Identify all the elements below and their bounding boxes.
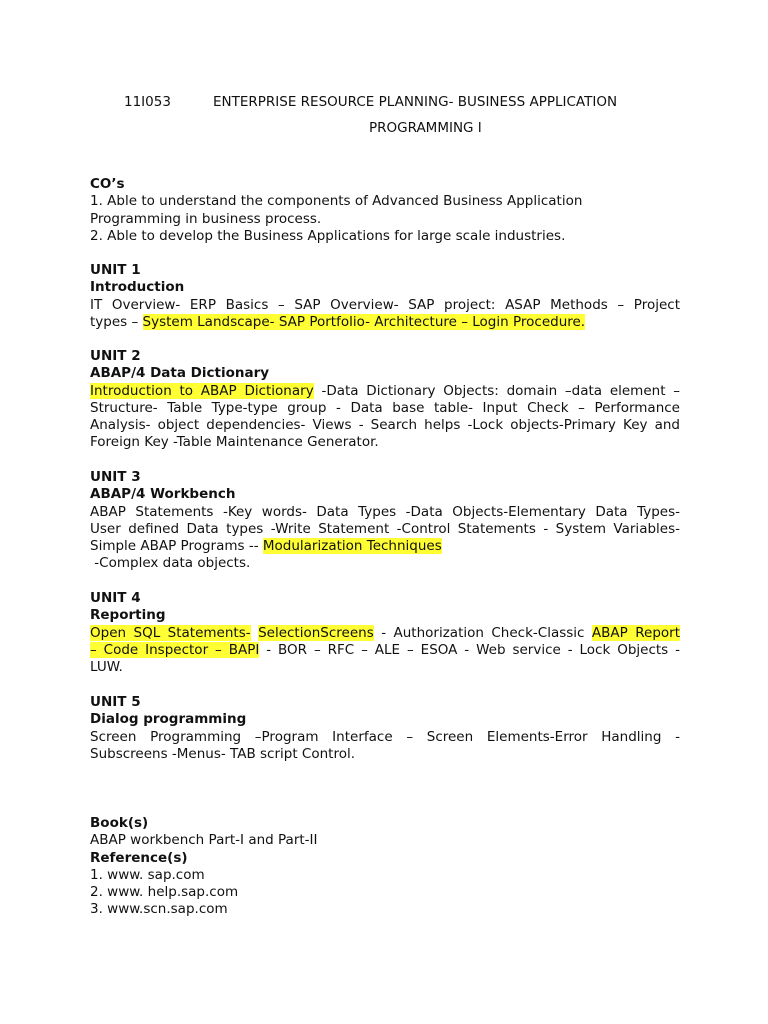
unit-3-line-4: -Complex data objects.: [90, 555, 251, 572]
unit-1-line-1: IT Overview- ERP Basics – SAP Overview- SAP project: ASAP Methods – Project: [90, 296, 680, 313]
cos-line-2: Programming in business process.: [90, 210, 322, 227]
unit-4-title: Reporting: [90, 607, 166, 624]
unit-2-line-4: Foreign Key -Table Maintenance Generator.: [90, 434, 379, 451]
books-heading: Book(s): [90, 815, 149, 831]
unit-4-line-3: LUW.: [90, 659, 123, 676]
unit-1-line-2: [90, 314, 680, 331]
unit-3-line-3: [90, 538, 680, 555]
unit-2-highlight: Introduction to ABAP Dictionary: [90, 382, 314, 399]
unit-2-section: [90, 348, 680, 452]
course-title-line-1: ENTERPRISE RESOURCE PLANNING- BUSINESS APPLICATION: [213, 94, 618, 110]
course-title-line-2: PROGRAMMING I: [369, 120, 482, 136]
books-references-section: [90, 815, 680, 919]
unit-5-line-2: Subscreens -Menus- TAB script Control.: [90, 745, 356, 762]
unit-4-label: UNIT 4: [90, 590, 141, 606]
unit-3-line-3-text: Simple ABAP Programs --: [90, 538, 263, 555]
course-code: 11I053: [124, 94, 171, 110]
unit-4-space: [251, 625, 258, 641]
unit-3-section: [90, 469, 680, 573]
cos-line-1: 1. Able to understand the components of Advanced Business Application: [90, 193, 583, 210]
reference-item: 2. www. help.sap.com: [90, 884, 239, 901]
unit-1-title: Introduction: [90, 279, 185, 296]
reference-item: 1. www. sap.com: [90, 866, 205, 883]
unit-4-highlight-selection: SelectionScreens: [258, 624, 374, 641]
unit-4-section: [90, 590, 680, 676]
unit-5-section: [90, 694, 680, 763]
book-item: ABAP workbench Part-I and Part-II: [90, 832, 318, 849]
unit-5-title: Dialog programming: [90, 711, 247, 728]
unit-2-line-3: Analysis- object dependencies- Views - Search helps -Lock objects-Primary Key and: [90, 417, 680, 434]
unit-3-line-1: ABAP Statements -Key words- Data Types -Data Objects-Elementary Data Types-: [90, 503, 680, 520]
unit-4-line-1-text: - Authorization Check-Classic: [373, 624, 592, 641]
unit-4-highlight-report: ABAP Report: [591, 624, 680, 641]
cos-section: [90, 176, 680, 245]
unit-1-highlight: System Landscape- SAP Portfolio- Architecture – Login Procedure.: [142, 313, 586, 330]
unit-2-line-1: [90, 383, 680, 400]
unit-3-title: ABAP/4 Workbench: [90, 486, 236, 503]
unit-5-label: UNIT 5: [90, 694, 141, 710]
unit-4-line-2-text: - BOR – RFC – ALE – ESOA - Web service - Lock Objects -: [259, 641, 680, 658]
unit-2-line-2: Structure- Table Type-type group - Data base table- Input Check – Performance: [90, 399, 680, 416]
unit-4-line-2: [90, 642, 680, 659]
unit-1-line-2-text: types –: [90, 313, 143, 330]
unit-4-highlight-sql: Open SQL Statements-: [90, 624, 251, 641]
unit-3-label: UNIT 3: [90, 469, 141, 485]
reference-item: 3. www.scn.sap.com: [90, 901, 228, 918]
unit-4-highlight-bapi: – Code Inspector – BAPI: [90, 641, 260, 658]
unit-4-line-1: [90, 625, 680, 642]
references-heading: Reference(s): [90, 849, 188, 866]
cos-heading: CO’s: [90, 176, 125, 192]
unit-1-label: UNIT 1: [90, 262, 141, 278]
cos-line-3: 2. Able to develop the Business Applications for large scale industries.: [90, 227, 566, 244]
unit-3-line-2: User defined Data types -Write Statement -Control Statements - System Variables-: [90, 520, 680, 537]
unit-1-section: [90, 262, 680, 331]
unit-2-title: ABAP/4 Data Dictionary: [90, 365, 270, 382]
unit-5-line-1: Screen Programming –Program Interface – Screen Elements-Error Handling -: [90, 728, 680, 745]
unit-2-line-1-text: -Data Dictionary Objects: domain –data element –: [313, 382, 680, 399]
unit-3-highlight: Modularization Techniques: [262, 538, 442, 555]
unit-2-label: UNIT 2: [90, 348, 141, 364]
